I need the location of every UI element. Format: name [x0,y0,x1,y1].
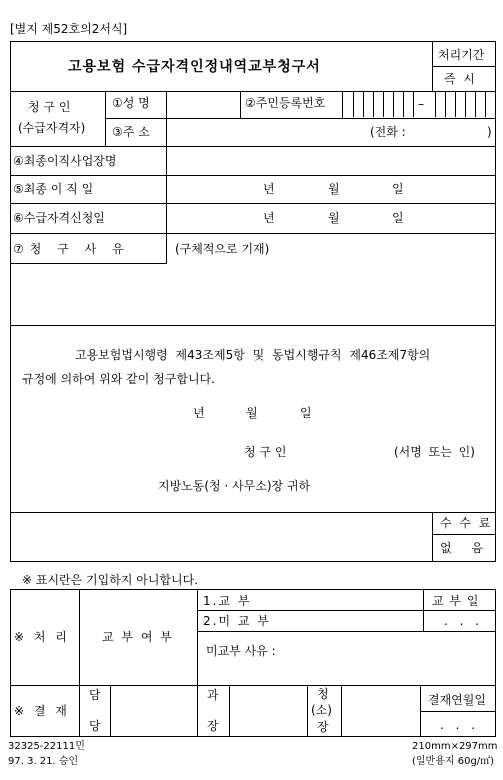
footer-paper-type: (일반용지 60g/㎡) [412,756,495,767]
not-issued-reason: 미교부 사유 : [206,644,276,658]
approval-chief-1: 과 [207,688,219,702]
issue-date-value[interactable]: . . . [444,614,484,628]
issue-date-label: 교 부 일 [432,594,480,608]
issue-option-2[interactable]: 2.미 교 부 [203,614,271,628]
rrn-field[interactable] [343,92,495,117]
head-signature-box[interactable] [342,686,419,736]
applicant-label: 청 구 인 [28,100,71,114]
qualification-year: 년 [263,211,275,225]
approval-date-label: 결재연월일 [428,693,486,707]
address-label: ③주 소 [112,125,150,139]
not-issued-reason-field[interactable] [290,640,490,680]
issue-option-1[interactable]: 1.교 부 [203,594,252,608]
approval-date-value[interactable]: . . . [440,718,480,732]
rrn-dash: – [418,97,424,111]
admin-note: ※ 표시란은 기입하지 아니합니다. [22,573,199,587]
last-leave-year: 년 [263,182,275,196]
fee-value: 없 음 [440,541,491,555]
approval-chief-2: 장 [207,719,219,733]
last-leave-day: 일 [392,182,404,196]
phone-close: ) [487,125,492,139]
issue-status-label: 교 부 여 부 [102,630,174,644]
name-label: ①성 명 [112,96,150,110]
qualification-month: 월 [328,211,340,225]
processing-period-label: 처리기간 [438,48,485,62]
statement-line2: 규정에 의하여 위와 같이 청구합니다. [22,372,215,386]
address-field[interactable] [167,119,367,145]
last-leave-date-label: ⑤최종 이 직 일 [13,182,94,196]
approval-head-1: 청 [317,687,329,701]
signature-label: (서명 또는 인) [394,445,475,459]
approval-staff-1: 담 [89,688,101,702]
rrn-label: ②주민등록번호 [245,96,326,110]
footer-approved: 97. 3. 21. 승인 [8,756,79,767]
reason-note: (구체적으로 기재) [175,242,270,256]
fee-label: 수 수 료 [440,516,493,530]
reason-field[interactable] [12,265,494,323]
processing-label: ※ 처 리 [14,630,70,644]
form-number: [별지 제52호의2서식] [10,22,128,36]
statement-line1: 고용보험법시행령 제43조제5항 및 동법시행규칙 제46조제7항의 [75,348,431,362]
last-workplace-label: ④최종이직사업장명 [13,154,117,168]
last-workplace-field[interactable] [167,147,495,175]
footer-code: 32325-22111민 [8,741,85,752]
approval-label: ※ 결 재 [14,704,70,718]
reason-label: ⑦청 구 사 유 [13,242,130,256]
requester-label: 청 구 인 [244,445,287,459]
name-field[interactable] [167,92,239,117]
addressee: 지방노동(청 · 사무소)장 귀하 [158,479,311,493]
form-title: 고용보험 수급자격인정내역교부청구서 [68,59,321,75]
approval-head-2: (소) [311,703,332,717]
qualification-date-label: ⑥수급자격신청일 [13,211,105,225]
staff-signature-box[interactable] [111,686,196,736]
statement-year: 년 [193,406,205,420]
statement-month: 월 [246,406,258,420]
chief-signature-box[interactable] [230,686,306,736]
footer-paper-size: 210mm×297mm [412,741,498,752]
approval-head-3: 장 [317,720,329,734]
last-leave-month: 월 [328,182,340,196]
statement-day: 일 [300,406,312,420]
processing-period-value: 즉 시 [444,72,477,86]
applicant-sublabel: (수급자격자) [18,121,86,135]
phone-label: (전화 : [370,125,406,139]
qualification-day: 일 [392,211,404,225]
approval-staff-2: 당 [89,719,101,733]
